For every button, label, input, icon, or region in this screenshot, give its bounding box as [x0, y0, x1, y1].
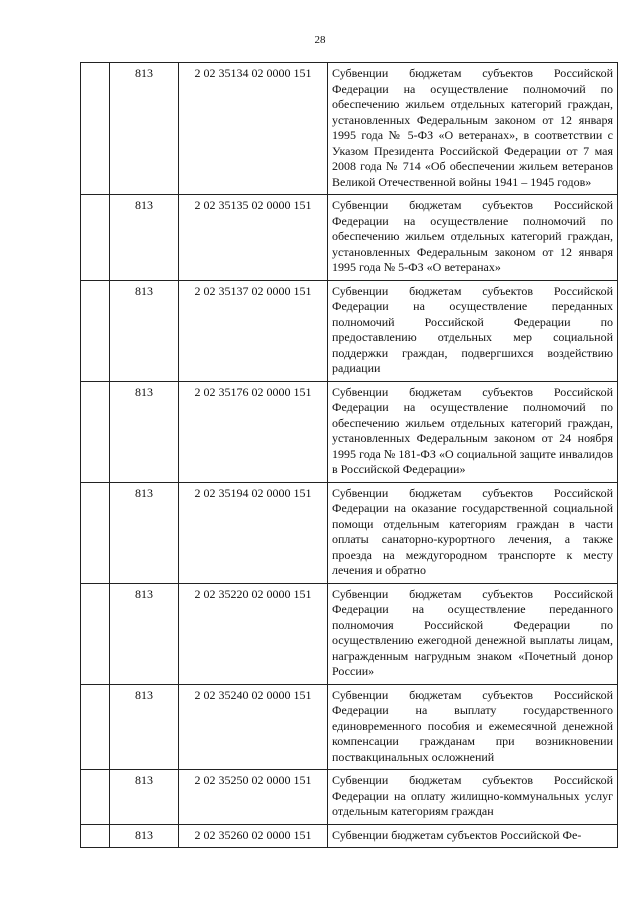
blank-cell: [81, 824, 110, 848]
budget-code-cell: 2 02 35137 02 0000 151: [179, 280, 328, 381]
table-row: [81, 280, 618, 381]
budget-code-cell: 2 02 35176 02 0000 151: [179, 381, 328, 482]
administrator-code-cell: 813: [110, 824, 179, 848]
administrator-code-cell: 813: [110, 583, 179, 684]
administrator-code-cell: 813: [110, 63, 179, 195]
revenue-name-cell: Субвенции бюджетам субъектов Российской Федерации на оказание государственной социальной помощи отдельным категориям граждан в части оплаты санаторно-курортного лечения, а также проезда на междугородном транспорте к месту лечения и обратно: [328, 482, 618, 583]
administrator-code-cell: 813: [110, 195, 179, 281]
blank-cell: [81, 63, 110, 195]
administrator-code-cell: 813: [110, 482, 179, 583]
revenue-name-cell: Субвенции бюджетам субъектов Российской Федерации на осуществление переданных полномочий Российской Федерации по предоставлению отдельных мер социальной поддержки граждан, подвергшихся воздействию радиации: [328, 280, 618, 381]
table-row: [81, 770, 618, 825]
blank-cell: [81, 770, 110, 825]
revenue-name-cell: Субвенции бюджетам субъектов Российской Федерации на оплату жилищно-коммунальных услуг отдельным категориям граждан: [328, 770, 618, 825]
budget-code-cell: 2 02 35260 02 0000 151: [179, 824, 328, 848]
administrator-code-cell: 813: [110, 684, 179, 770]
revenue-name-cell: Субвенции бюджетам субъектов Российской Федерации на осуществление полномочий по обеспечению жильем отдельных категорий граждан, установленных Федеральным законом от 12 января 1995 года № 5-ФЗ «О ветеранах», в соответствии с Указом Президента Российской Федерации от 7 мая 2008 года № 714 «Об обеспечении жильем ветеранов Великой Отечественной войны 1941 – 1945 годов»: [328, 63, 618, 195]
budget-code-cell: 2 02 35194 02 0000 151: [179, 482, 328, 583]
blank-cell: [81, 583, 110, 684]
budget-code-cell: 2 02 35240 02 0000 151: [179, 684, 328, 770]
table-row: [81, 195, 618, 281]
administrator-code-cell: 813: [110, 770, 179, 825]
revenue-name-cell: Субвенции бюджетам субъектов Российской Федерации на осуществление полномочий по обеспечению жильем отдельных категорий граждан, установленных Федеральным законом от 24 ноября 1995 года № 181-ФЗ «О социальной защите инвалидов в Российской Федерации»: [328, 381, 618, 482]
budget-code-cell: 2 02 35134 02 0000 151: [179, 63, 328, 195]
table-row: [81, 381, 618, 482]
blank-cell: [81, 280, 110, 381]
budget-classification-table: [80, 62, 618, 848]
revenue-name-cell: Субвенции бюджетам субъектов Российской Фе-: [328, 824, 618, 848]
blank-cell: [81, 684, 110, 770]
table-row: [81, 63, 618, 195]
table-row: [81, 482, 618, 583]
blank-cell: [81, 482, 110, 583]
blank-cell: [81, 381, 110, 482]
budget-code-cell: 2 02 35250 02 0000 151: [179, 770, 328, 825]
table-row: [81, 583, 618, 684]
revenue-name-cell: Субвенции бюджетам субъектов Российской Федерации на осуществление полномочий по обеспечению жильем отдельных категорий граждан, установленных Федеральным законом от 12 января 1995 года № 5-ФЗ «О ветеранах»: [328, 195, 618, 281]
table-row: [81, 684, 618, 770]
page-number: 28: [314, 34, 326, 46]
table-row: [81, 824, 618, 848]
administrator-code-cell: 813: [110, 381, 179, 482]
revenue-name-cell: Субвенции бюджетам субъектов Российской Федерации на выплату государственного единовременного пособия и ежемесячной денежной компенсации гражданам при возникновении поствакцинальных осложнений: [328, 684, 618, 770]
budget-code-cell: 2 02 35220 02 0000 151: [179, 583, 328, 684]
administrator-code-cell: 813: [110, 280, 179, 381]
blank-cell: [81, 195, 110, 281]
revenue-name-cell: Субвенции бюджетам субъектов Российской Федерации на осуществление переданного полномочия Российской Федерации по осуществлению ежегодной денежной выплаты лицам, награжденным нагрудным знаком «Почетный донор России»: [328, 583, 618, 684]
budget-code-cell: 2 02 35135 02 0000 151: [179, 195, 328, 281]
